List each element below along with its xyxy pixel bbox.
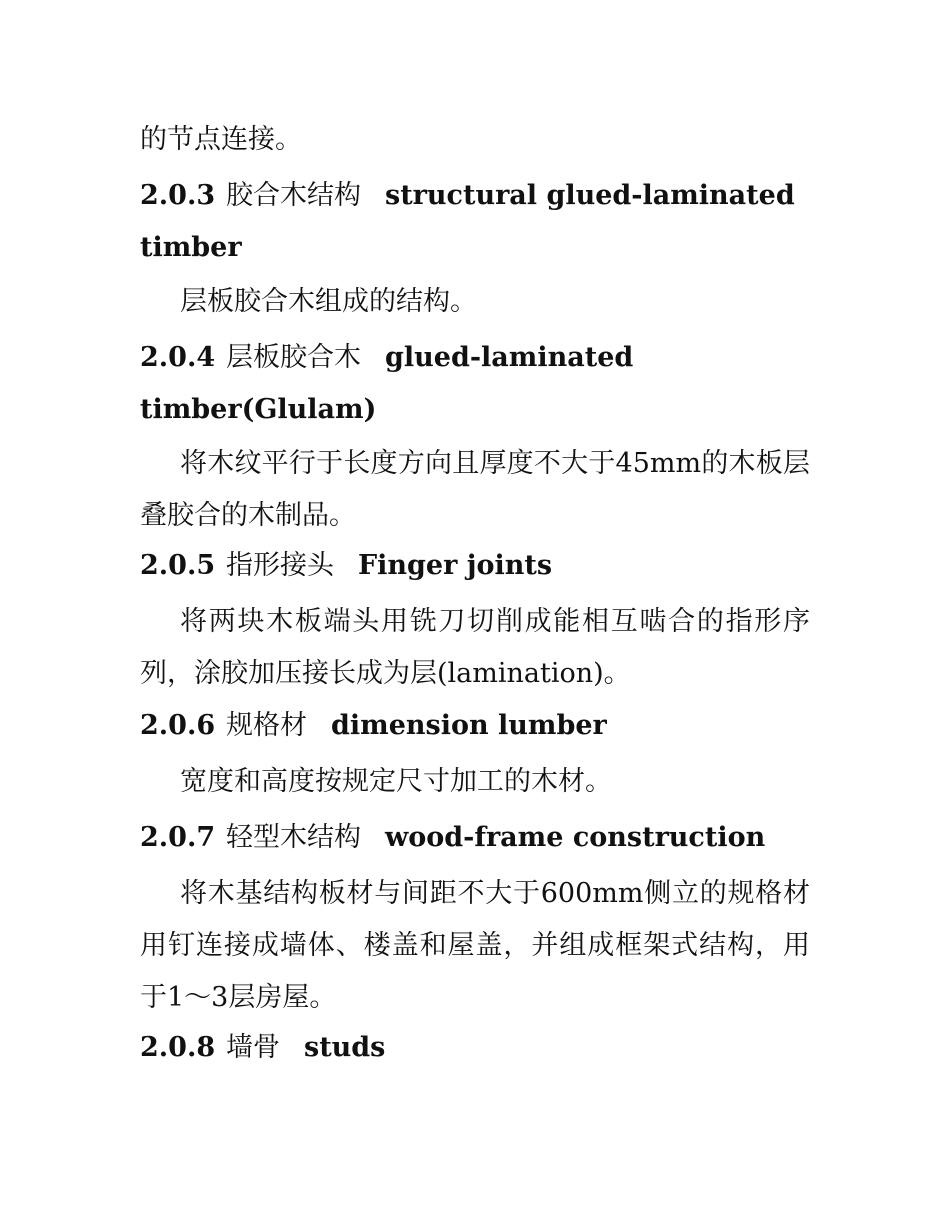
term-2-0-4 [140, 332, 810, 436]
term-2-0-6 [140, 700, 810, 752]
definition-2-0-5 [140, 596, 810, 700]
term-2-0-8 [140, 1022, 810, 1074]
term-number: 2.0.7 [140, 822, 216, 853]
term-number: 2.0.6 [140, 710, 216, 741]
term-number: 2.0.8 [140, 1032, 216, 1063]
term-2-0-5 [140, 540, 810, 592]
definition-text: 宽度和高度按规定尺寸加工的木材。 [180, 766, 612, 797]
term-english: structural glued-laminated timber [140, 180, 795, 263]
intro-text: 的节点连接。 [140, 124, 302, 155]
term-english: dimension lumber [331, 710, 607, 741]
term-chinese: 指形接头 [226, 550, 334, 581]
term-chinese: 墙骨 [226, 1032, 280, 1063]
term-english: Finger joints [358, 550, 553, 581]
term-chinese: 层板胶合木 [226, 342, 361, 373]
term-2-0-3 [140, 170, 810, 274]
term-english: wood-frame construction [385, 822, 766, 853]
term-2-0-7 [140, 812, 810, 864]
intro-line [140, 114, 810, 166]
definition-text: 将木基结构板材与间距不大于600mm侧立的规格材用钉连接成墙体、楼盖和屋盖，并组成框架式结构，用于1～3层房屋。 [140, 878, 810, 1013]
term-number: 2.0.4 [140, 342, 216, 373]
term-chinese: 规格材 [226, 710, 307, 741]
definition-2-0-6 [140, 756, 810, 808]
term-chinese: 轻型木结构 [226, 822, 361, 853]
term-number: 2.0.3 [140, 180, 216, 211]
definition-2-0-3 [140, 276, 810, 328]
term-english: studs [304, 1032, 386, 1063]
definition-2-0-4 [140, 438, 810, 542]
definition-text: 将木纹平行于长度方向且厚度不大于45mm的木板层叠胶合的木制品。 [140, 448, 810, 531]
term-english: glued-laminated timber(Glulam) [140, 342, 634, 425]
term-chinese: 胶合木结构 [226, 180, 361, 211]
definition-text: 将两块木板端头用铣刀切削成能相互啮合的指形序列，涂胶加压接长成为层(lamination)。 [140, 606, 810, 689]
definition-text: 层板胶合木组成的结构。 [180, 286, 477, 317]
definition-2-0-7 [140, 868, 810, 1024]
term-number: 2.0.5 [140, 550, 216, 581]
